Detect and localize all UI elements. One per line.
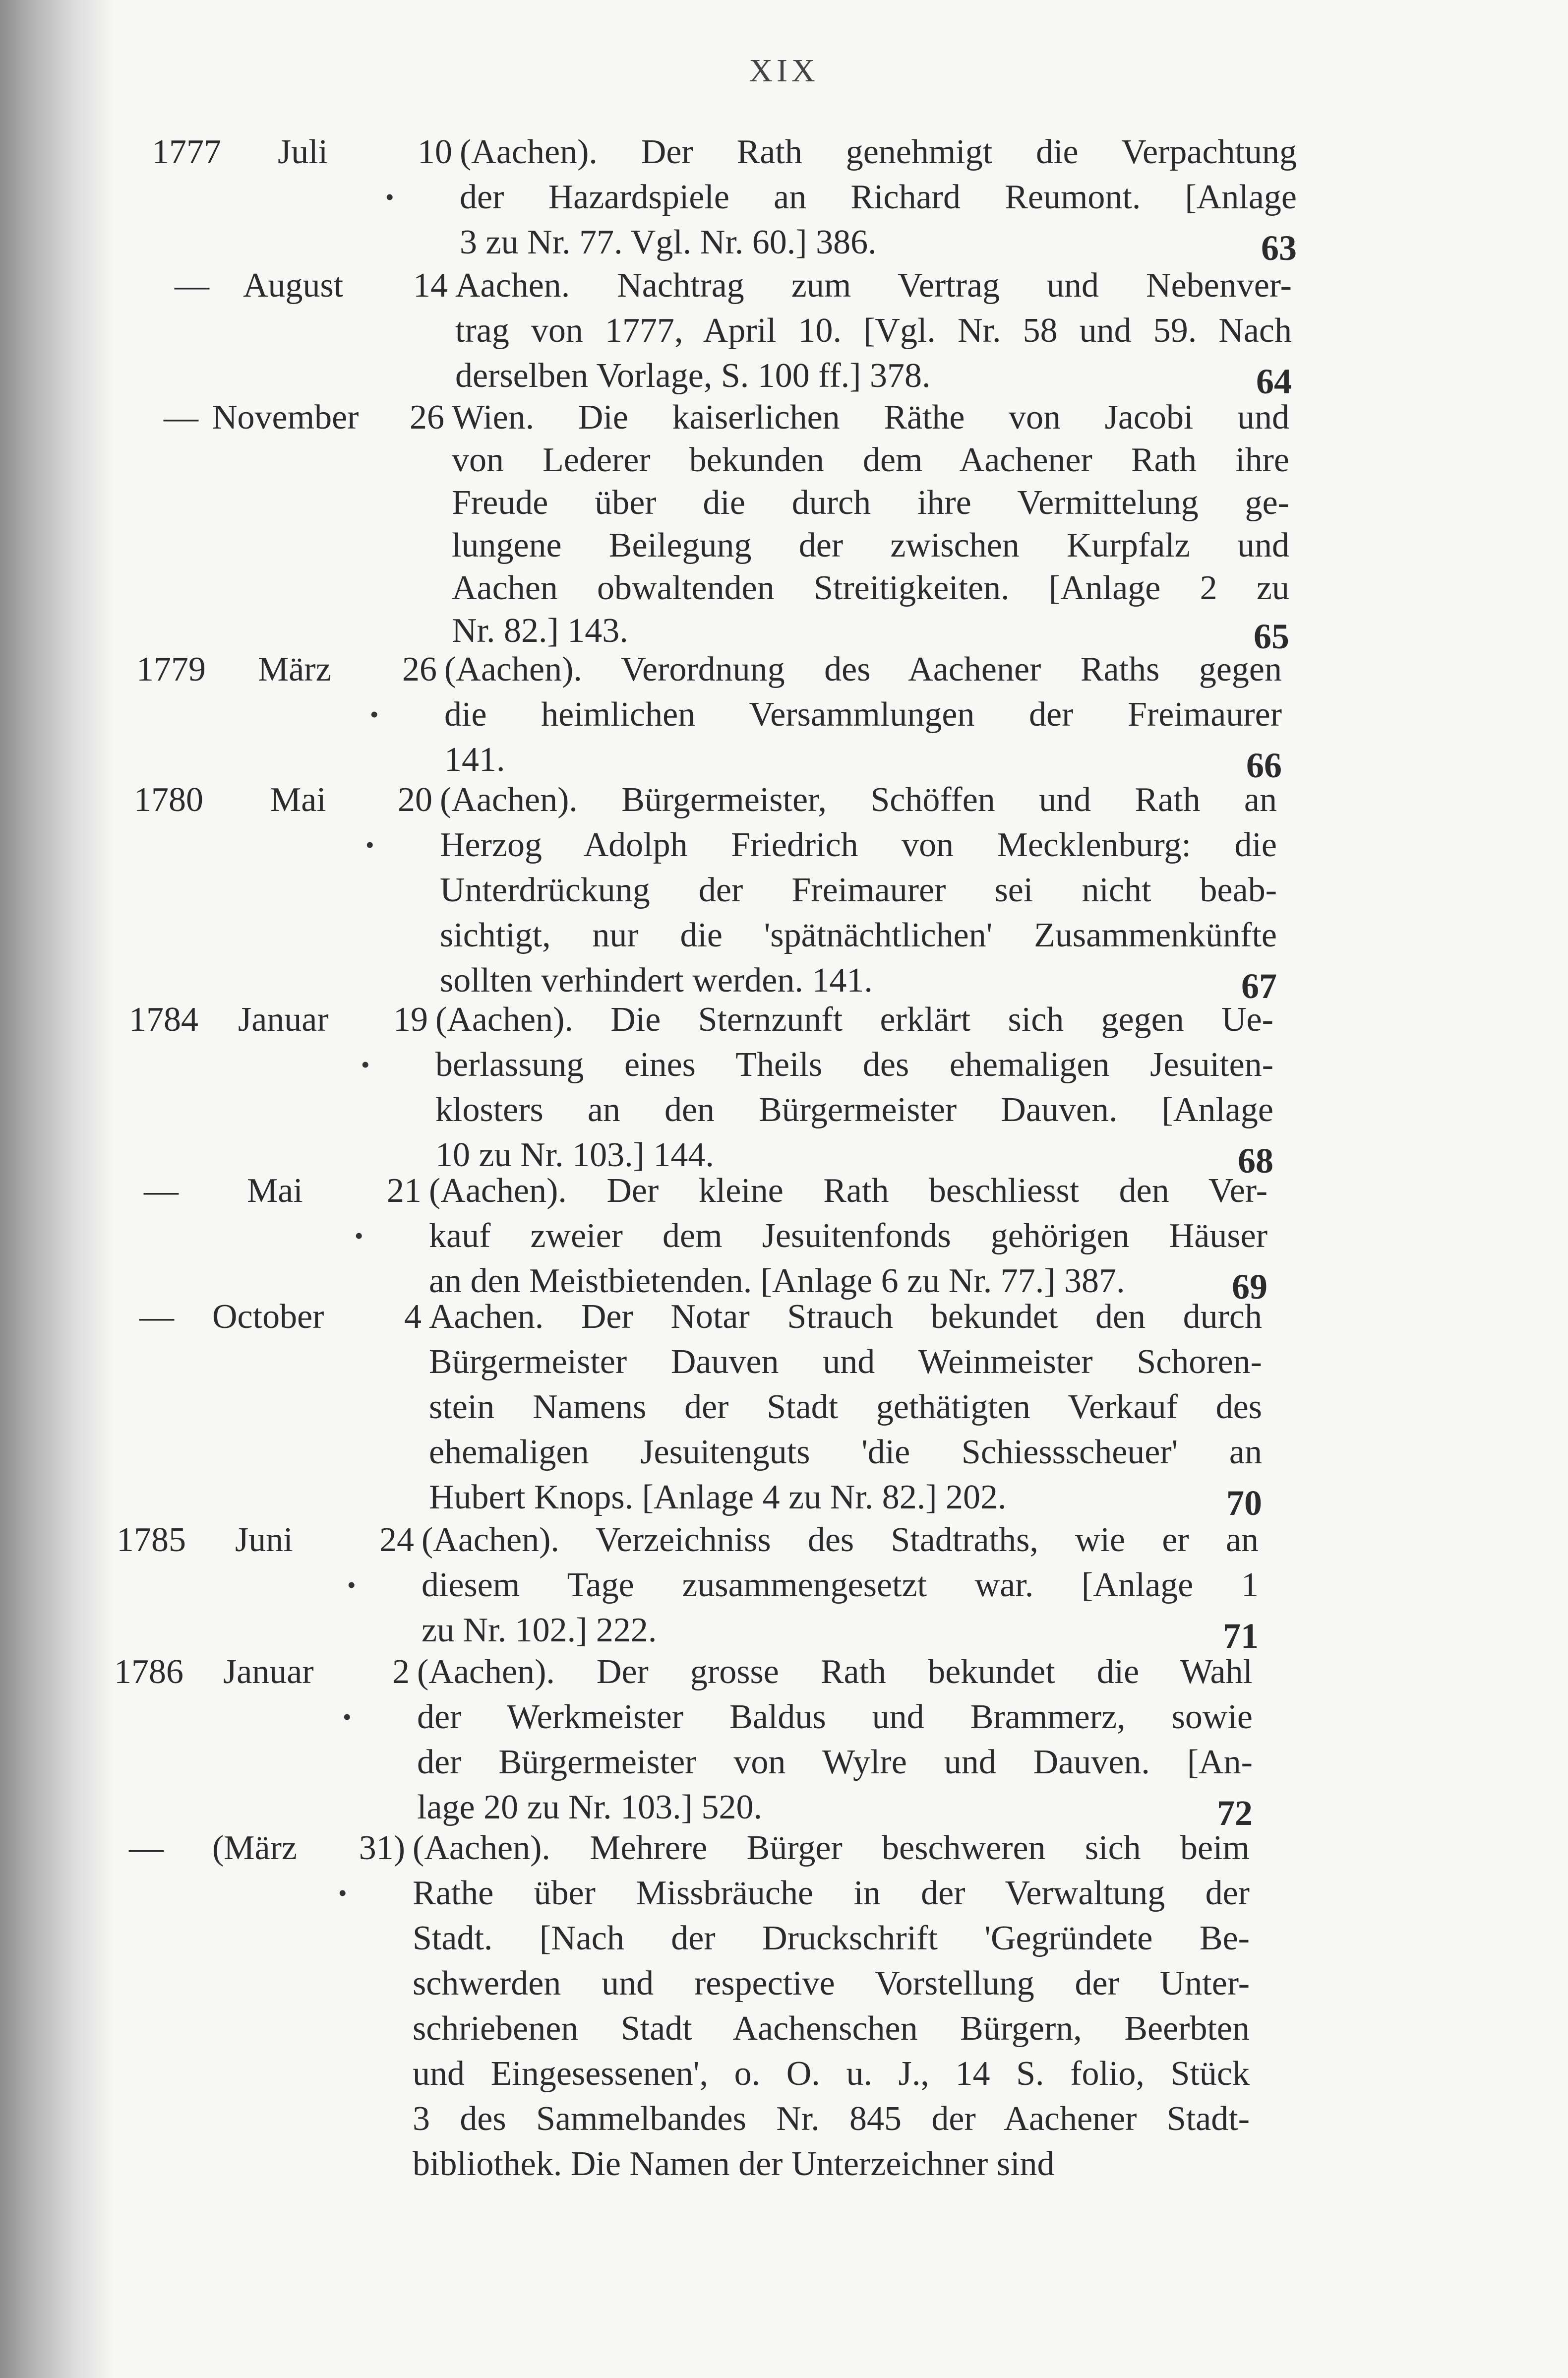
entry-text-line [429, 1168, 1267, 1213]
entry-day: 19 [393, 1001, 428, 1039]
entry-text: der Hazardspiele an Richard Reumont. [Anlage [460, 178, 1297, 216]
entry-text-line [417, 1694, 1253, 1740]
entry-text: Wien. Die kaiserlichen Räthe von Jacobi und [452, 398, 1289, 437]
entry-text: Aachen obwaltenden Streitigkeiten. [Anlage 2 zu [452, 569, 1289, 607]
entry-text: Unterdrückung der Freimaurer sei nicht beab- [440, 871, 1277, 909]
entry-number: 63 [1261, 228, 1297, 268]
entry-number: 67 [1241, 966, 1277, 1006]
entry-month: Juli [278, 133, 328, 171]
entry-day: 10 [418, 133, 452, 171]
entry-text-line [413, 1916, 1250, 1961]
entry-text-line [422, 1517, 1259, 1563]
page-number: XIX [749, 53, 819, 89]
entry-number: 71 [1223, 1616, 1259, 1656]
entry-text-line [460, 220, 1168, 265]
entry-text-line [440, 913, 1277, 958]
bullet-mark: • [361, 1051, 370, 1078]
entry-month: October [212, 1298, 324, 1336]
entry-text-line [413, 2006, 1250, 2051]
entry-text: Aachen. Der Notar Strauch bekundet den durch [429, 1298, 1262, 1336]
entry-day: 20 [398, 781, 432, 819]
entry-text: die heimlichen Versammlungen der Freimaurer [444, 695, 1282, 734]
entry-text: Rathe über Missbräuche in der Verwaltung der [413, 1874, 1250, 1912]
bullet-mark: • [370, 700, 379, 728]
entry-text: klosters an den Bürgermeister Dauven. [Anlage [435, 1091, 1273, 1129]
entry-number: 66 [1246, 746, 1282, 785]
entry-day: 4 [404, 1298, 422, 1336]
entry-day: 31) [359, 1829, 405, 1867]
entry-text-line [452, 480, 1289, 525]
entry-year: — [139, 1298, 174, 1336]
entry-text: (Aachen). Mehrere Bürger beschweren sich beim [413, 1829, 1250, 1867]
entry-text: an den Meistbietenden. [Anlage 6 zu Nr. 77.] 387. [429, 1262, 1125, 1300]
entry-text-line [435, 1087, 1273, 1132]
entry-year: — [144, 1172, 179, 1210]
entry-year: 1786 [114, 1653, 183, 1691]
entry-text-line [413, 1961, 1250, 2006]
entry-text: ehemaligen Jesuitenguts 'die Schiessscheuer' an [429, 1433, 1262, 1471]
entry-day: 26 [402, 650, 437, 688]
entry-text: Nr. 82.] 143. [452, 612, 628, 650]
entry-year: 1777 [152, 133, 221, 171]
entry-text: der Bürgermeister von Wylre und Dauven. [An- [417, 1743, 1253, 1781]
entry-year: 1779 [136, 650, 206, 688]
entry-text: lungene Beilegung der zwischen Kurpfalz und [452, 526, 1289, 564]
entry-month: November [212, 398, 359, 437]
entry-text-line [452, 523, 1289, 568]
entry-text-line [440, 958, 1148, 1003]
entry-text-line [413, 2096, 1250, 2141]
entry-text-line [417, 1649, 1253, 1694]
entry-month: Mai [270, 781, 326, 819]
bullet-mark: • [347, 1571, 356, 1599]
entry-text: zu Nr. 102.] 222. [422, 1611, 657, 1649]
entry-text: sollten verhindert werden. 141. [440, 961, 873, 1000]
entry-text-line [422, 1608, 1130, 1653]
entry-text: und Eingesessenen', o. O. u. J., 14 S. folio, Stück [413, 2055, 1250, 2093]
entry-text-line [413, 1825, 1250, 1871]
bullet-mark: • [365, 831, 374, 859]
entry-month: Januar [223, 1653, 314, 1691]
entry-text-line [444, 647, 1282, 692]
entry-text-line [455, 263, 1292, 308]
entry-day: 26 [410, 398, 444, 437]
entry-text: Bürgermeister Dauven und Weinmeister Schoren- [429, 1343, 1262, 1381]
entry-text-line [429, 1430, 1262, 1475]
entry-number: 65 [1254, 617, 1289, 656]
entry-text: 10 zu Nr. 103.] 144. [435, 1136, 714, 1174]
entry-text-line [435, 997, 1273, 1042]
entry-text-line [444, 692, 1282, 737]
bullet-mark: • [338, 1879, 347, 1907]
entry-text: Stadt. [Nach der Druckschrift 'Gegründete Be- [413, 1919, 1250, 1957]
bullet-mark: • [355, 1222, 363, 1250]
entry-month: Juni [235, 1521, 293, 1559]
entry-text-line [413, 2141, 1250, 2187]
entry-text-line [429, 1294, 1262, 1339]
entry-text-line [455, 353, 1163, 398]
entry-text-line [417, 1740, 1253, 1785]
entry-text-line [440, 822, 1277, 868]
entry-text: (Aachen). Verordnung des Aachener Raths gegen [444, 650, 1282, 688]
scan-shadow [0, 0, 114, 2378]
entry-text-line [429, 1213, 1267, 1258]
bullet-mark: • [385, 183, 394, 211]
entry-text: stein Namens der Stadt gethätigten Verkauf des [429, 1388, 1262, 1426]
entry-year: — [164, 398, 198, 437]
entry-year: 1785 [117, 1521, 186, 1559]
entry-text-line [460, 175, 1297, 220]
entry-text: bibliothek. Die Namen der Unterzeichner sind [413, 2145, 1055, 2183]
entry-text: (Aachen). Der grosse Rath bekundet die Wahl [417, 1653, 1253, 1691]
entry-text: (Aachen). Der Rath genehmigt die Verpachtung [460, 133, 1297, 171]
entry-text: Freude über die durch ihre Vermittelung ge- [452, 484, 1289, 522]
entry-day: 24 [379, 1521, 414, 1559]
entry-month: August [243, 266, 344, 305]
entry-month: März [258, 650, 331, 688]
entry-text: 141. [444, 741, 505, 779]
entry-number: 64 [1256, 362, 1292, 401]
entry-number: 72 [1217, 1793, 1253, 1833]
entry-text: 3 zu Nr. 77. Vgl. Nr. 60.] 386. [460, 223, 877, 261]
entry-text-line [440, 777, 1277, 822]
entry-text-line [444, 737, 1153, 782]
entry-year: — [129, 1829, 164, 1867]
entry-day: 21 [387, 1172, 422, 1210]
entry-number: 68 [1238, 1141, 1273, 1181]
entry-year: — [175, 266, 209, 305]
entry-text-line [429, 1339, 1262, 1384]
entry-text: (Aachen). Bürgermeister, Schöffen und Rath an [440, 781, 1277, 819]
entry-text: schwerden und respective Vorstellung der Unter- [413, 1964, 1250, 2003]
entry-text-line [440, 868, 1277, 913]
entry-day: 14 [413, 266, 448, 305]
entry-text: Hubert Knops. [Anlage 4 zu Nr. 82.] 202. [429, 1478, 1007, 1516]
entry-text-line [429, 1475, 1133, 1520]
entry-text: lage 20 zu Nr. 103.] 520. [417, 1788, 762, 1826]
entry-text-line [452, 395, 1289, 440]
entry-text: berlassung eines Theils des ehemaligen Jesuiten- [435, 1046, 1273, 1084]
entry-text: (Aachen). Verzeichniss des Stadtraths, wie er an [422, 1521, 1259, 1559]
bullet-mark: • [343, 1703, 352, 1731]
entry-text: derselben Vorlage, S. 100 ff.] 378. [455, 357, 931, 395]
entry-text-line [413, 1871, 1250, 1916]
entry-text: (Aachen). Die Sternzunft erklärt sich gegen Ue- [435, 1001, 1273, 1039]
entry-text: 3 des Sammelbandes Nr. 845 der Aachener Stadt- [413, 2100, 1250, 2138]
entry-year: 1780 [134, 781, 203, 819]
entry-text: trag von 1777, April 10. [Vgl. Nr. 58 und 59. Nach [455, 312, 1292, 350]
entry-month: Mai [247, 1172, 303, 1210]
entry-text: diesem Tage zusammengesetzt war. [Anlage 1 [422, 1566, 1259, 1604]
entry-text-line [460, 129, 1297, 175]
entry-text: Aachen. Nachtrag zum Vertrag und Nebenver- [455, 266, 1292, 305]
entry-text: Herzog Adolph Friedrich von Mecklenburg: die [440, 826, 1277, 864]
entry-text-line [429, 1384, 1262, 1430]
entry-text-line [417, 1785, 1124, 1830]
entry-text-line [435, 1042, 1273, 1087]
entry-text-line [422, 1563, 1259, 1608]
entry-text: von Lederer bekunden dem Aachener Rath ihre [452, 441, 1289, 479]
entry-text-line [452, 438, 1289, 483]
entry-text: sichtigt, nur die 'spätnächtlichen' Zusammenkünfte [440, 916, 1277, 954]
entry-day: 2 [392, 1653, 410, 1691]
entry-text-line [413, 2051, 1250, 2096]
entry-month: (März [212, 1829, 298, 1867]
entry-text-line [452, 565, 1289, 611]
entry-text: (Aachen). Der kleine Rath beschliesst den Ver- [429, 1172, 1267, 1210]
entry-number: 70 [1226, 1483, 1262, 1523]
entry-number: 69 [1232, 1267, 1267, 1307]
entry-year: 1784 [129, 1001, 198, 1039]
entry-month: Januar [238, 1001, 329, 1039]
entry-text-line [455, 308, 1292, 353]
entry-text: schriebenen Stadt Aachenschen Bürgern, Beerbten [413, 2009, 1250, 2048]
entry-text: der Werkmeister Baldus und Brammerz, sowie [417, 1698, 1253, 1736]
entry-text: kauf zweier dem Jesuitenfonds gehörigen Häuser [429, 1217, 1267, 1255]
